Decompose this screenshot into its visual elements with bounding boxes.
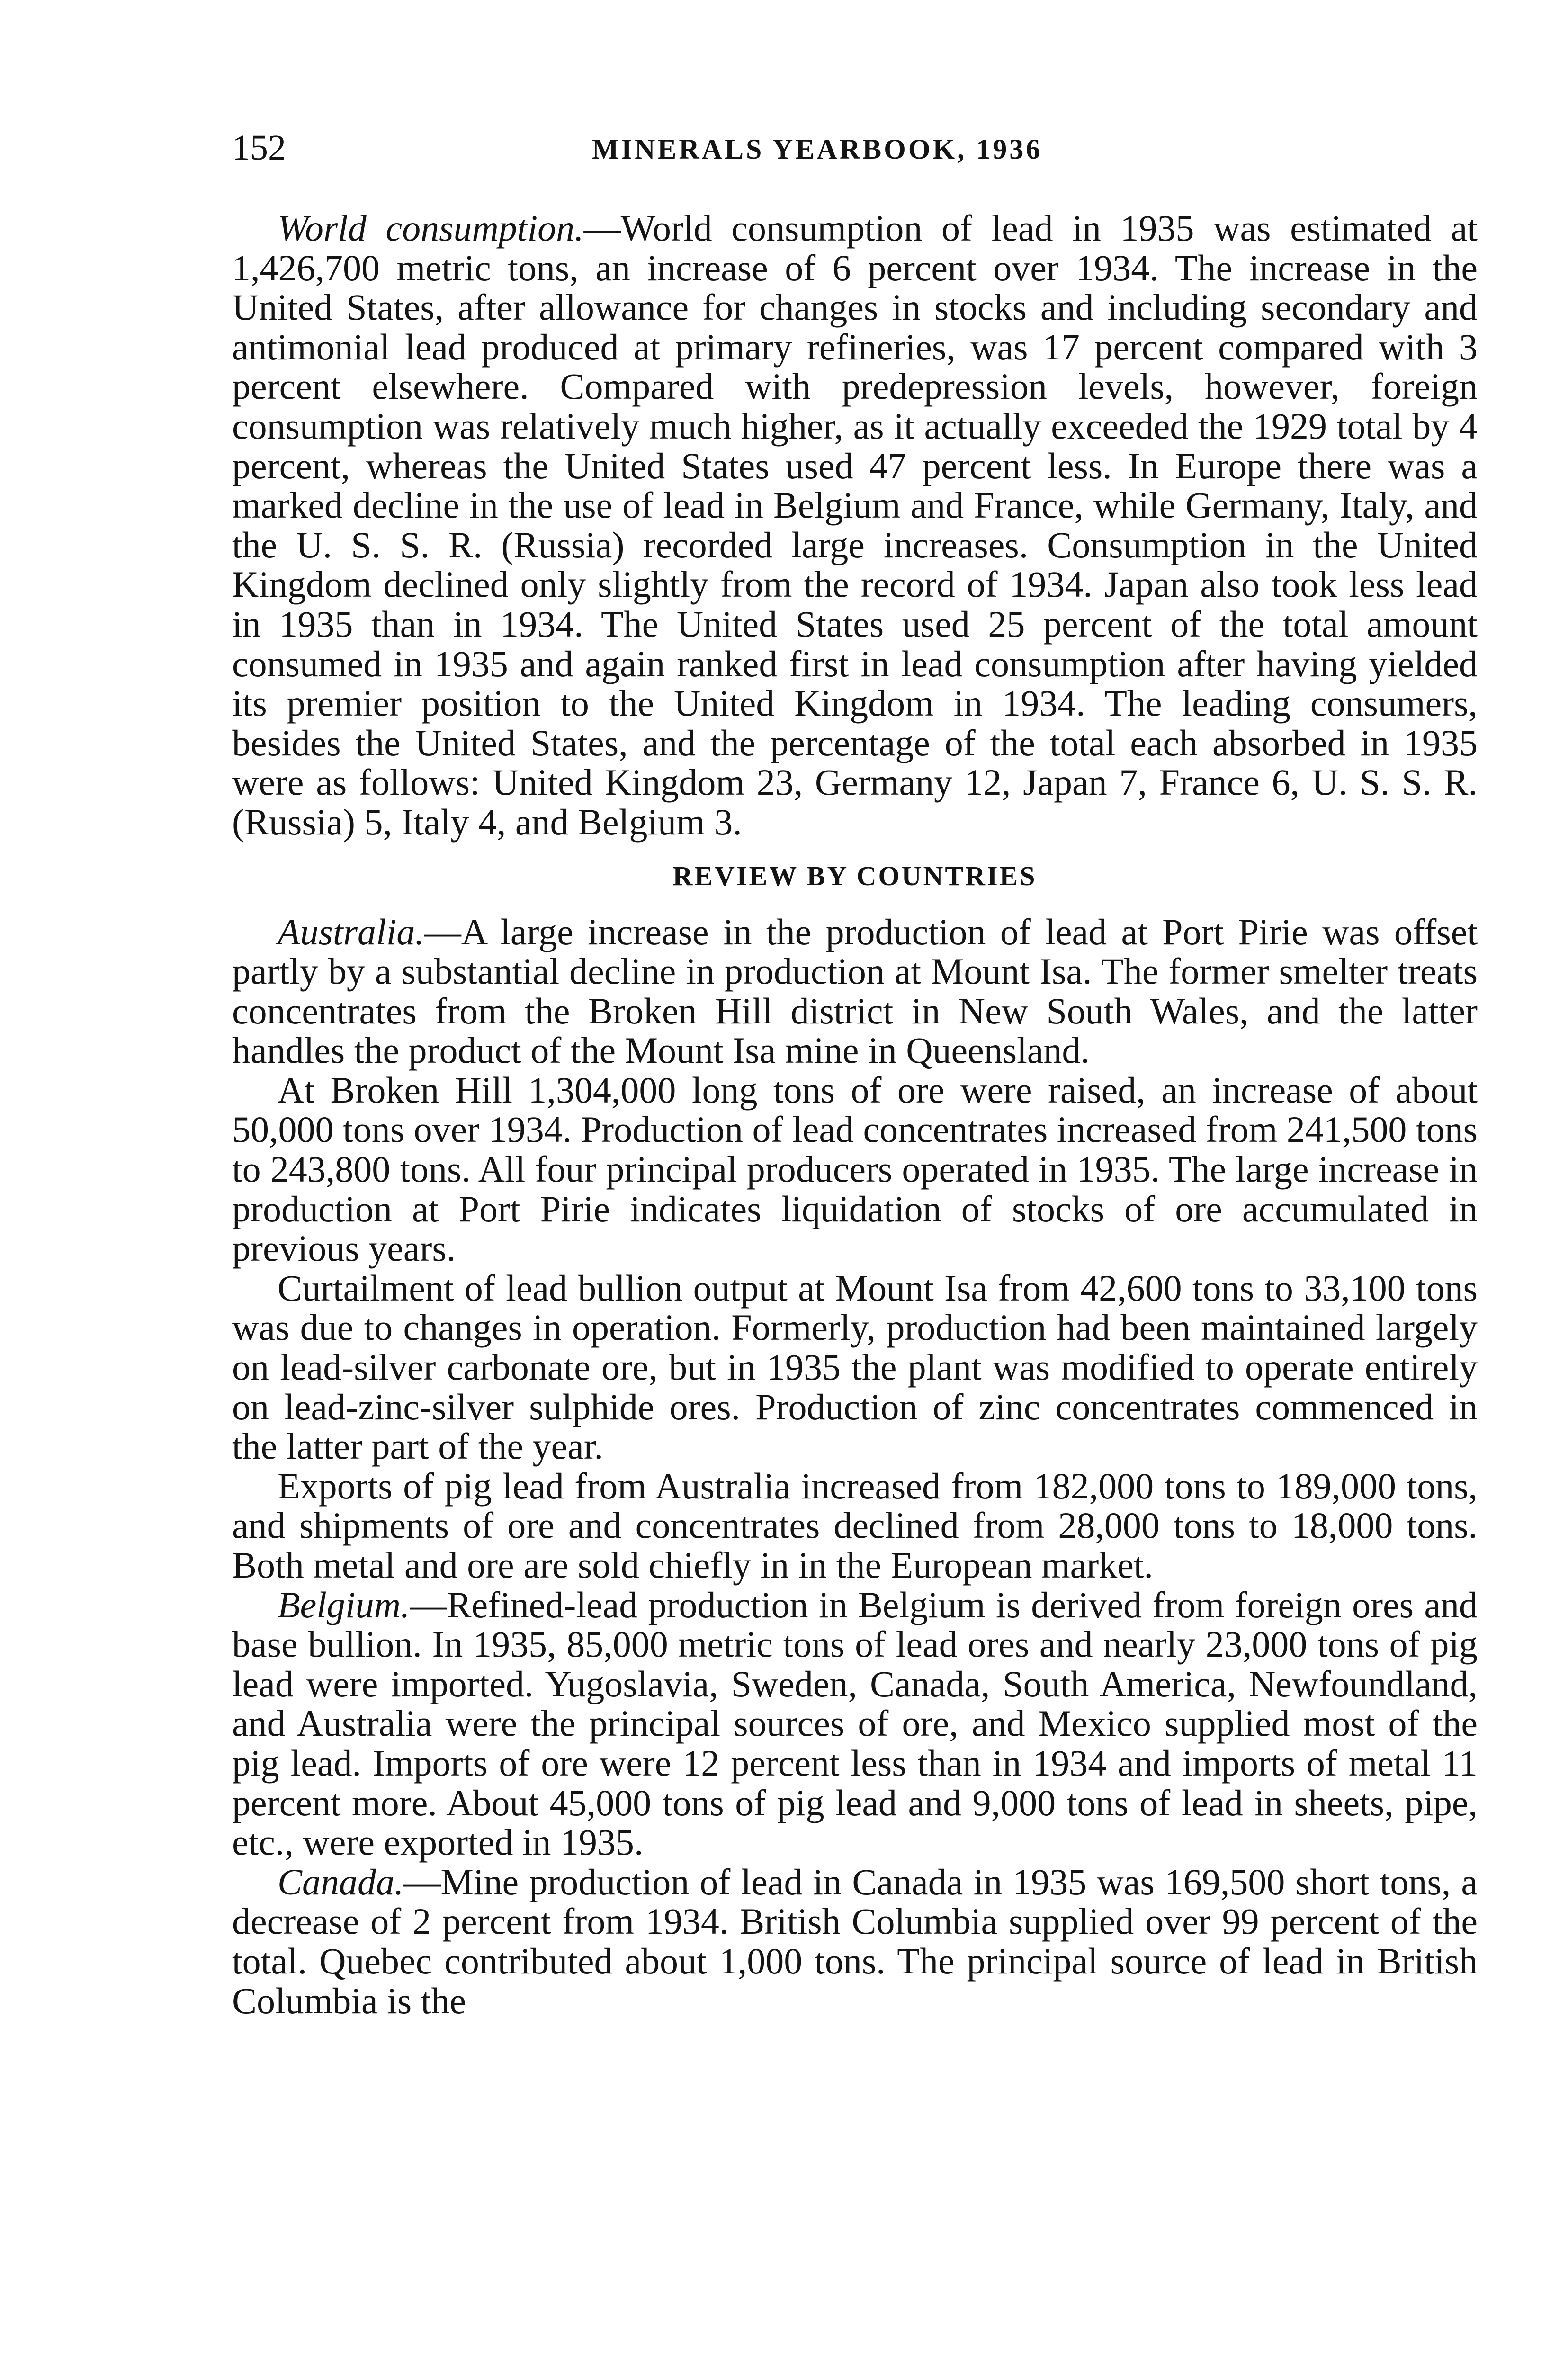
paragraph-text: —World consumption of lead in 1935 was estimated at 1,426,700 metric tons, an increase of 6 percent over 1934. The increase in the United States, after allowance for changes in stocks and including secondary and antimonial lead produced at primary refineries, was 17 percent compared with 3 percent elsewhere. Compared with predepression levels, however, foreign consumption was relatively much higher, as it actually exceeded the 1929 total by 4 percent, whereas the United States used 47 percent less. In Europe there was a marked decline in the use of lead in Belgium and France, while Germany, Italy, and the U. S. S. R. (Russia) recorded large increases. Consumption in the United Kingdom declined only slightly from the record of 1934. Japan also took less lead in 1935 than in 1934. The United States used 25 percent of the total amount consumed in 1935 and again ranked first in lead consumption after having yielded its premier position to the United Kingdom in 1934. The leading consumers, besides the United States, and the percentage of the total each absorbed in 1935 were as follows: United Kingdom 23, Germany 12, Japan 7, France 6, U. S. S. R. (Russia) 5, Italy 4, and Belgium 3. [232, 207, 1478, 843]
lead-in-australia: Australia. [278, 911, 424, 952]
running-title: MINERALS YEARBOOK, 1936 [592, 134, 1043, 165]
paragraph-text: At Broken Hill 1,304,000 long tons of ore were raised, an increase of about 50,000 tons over 1934. Production of lead concentrates increased from 241,500 tons to 243,800 tons. All four principal producers operated in 1935. The large increase in production at Port Pirie indicates liquidation of stocks of ore accumulated in previous years. [232, 1069, 1478, 1269]
paragraph-canada [232, 1862, 1478, 2020]
paragraph-text: Exports of pig lead from Australia increased from 182,000 tons to 189,000 tons, and shipments of ore and concentrates declined from 28,000 tons to 18,000 tons. Both metal and ore are sold chiefly in in the European market. [232, 1465, 1478, 1586]
paragraph-text: —Refined-lead production in Belgium is derived from foreign ores and base bullion. In 1935, 85,000 metric tons of lead ores and nearly 23,000 tons of pig lead were imported. Yugoslavia, Sweden, Canada, South America, Newfoundland, and Australia were the principal sources of ore, and Mexico supplied most of the pig lead. Imports of ore were 12 percent less than in 1934 and imports of metal 11 percent more. About 45,000 tons of pig lead and 9,000 tons of lead in sheets, pipe, etc., were exported in 1935. [232, 1584, 1478, 1863]
page-number: 152 [232, 128, 286, 168]
lead-in-belgium: Belgium. [278, 1584, 410, 1625]
paragraph-mount-isa [232, 1268, 1478, 1466]
paragraph-broken-hill [232, 1070, 1478, 1268]
lead-in-canada: Canada. [278, 1861, 404, 1902]
paragraph-text: Curtailment of lead bullion output at Mount Isa from 42,600 tons to 33,100 tons was due to changes in operation. Formerly, production had been maintained largely on lead-silver carbonate ore, but in 1935 the plant was modified to operate entirely on lead-zinc-silver sulphide ores. Production of zinc concentrates commenced in the latter part of the year. [232, 1267, 1478, 1467]
paragraph-australia [232, 912, 1478, 1070]
body-text [232, 208, 1478, 2020]
paragraph-world-consumption [232, 208, 1478, 842]
page-header [232, 124, 1482, 176]
paragraph-belgium [232, 1585, 1478, 1862]
paragraph-text: —Mine production of lead in Canada in 1935 was 169,500 short tons, a decrease of 2 percent from 1934. British Columbia supplied over 99 percent of the total. Quebec contributed about 1,000 tons. The principal source of lead in British Columbia is the [232, 1861, 1478, 2021]
paragraph-text: —A large increase in the production of lead at Port Pirie was offset partly by a substantial decline in production at Mount Isa. The former smelter treats concentrates from the Broken Hill district in New South Wales, and the latter handles the product of the Mount Isa mine in Queensland. [232, 911, 1478, 1071]
lead-in-world-consumption: World consumption. [278, 207, 584, 249]
section-heading: REVIEW BY COUNTRIES [672, 860, 1037, 891]
paragraph-australia-exports [232, 1466, 1478, 1585]
